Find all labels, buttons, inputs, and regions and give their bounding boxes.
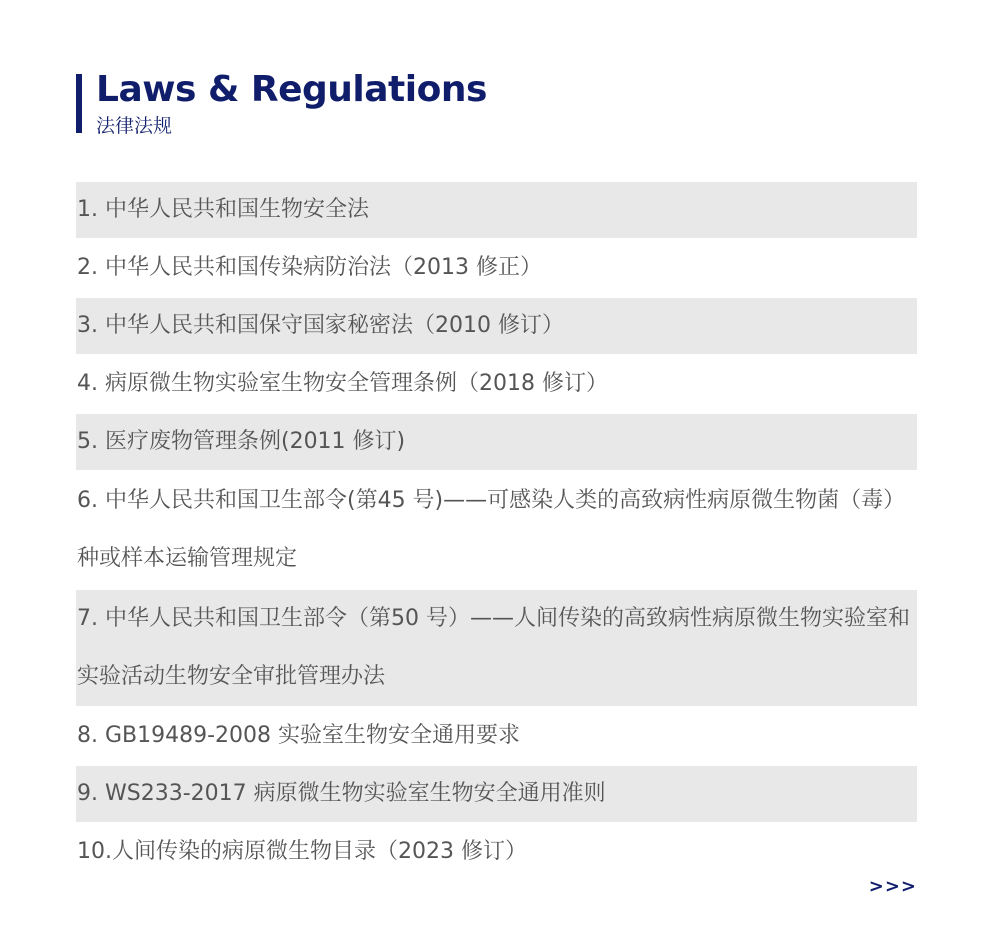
more-link[interactable]: >>> [868, 876, 917, 897]
title-accent-bar [76, 74, 82, 133]
law-link-7[interactable]: 7. 中华人民共和国卫生部令（第50 号）——人间传染的高致病性病原微生物实验室和实验活动生物安全审批管理办法 [76, 590, 917, 706]
law-link-8[interactable]: 8. GB19489-2008 实验室生物安全通用要求 [77, 723, 521, 748]
law-link-5[interactable]: 5. 医疗废物管理条例(2011 修订) [76, 414, 917, 470]
law-link-1[interactable]: 1. 中华人民共和国生物安全法 [76, 182, 917, 238]
law-link-10[interactable]: 10.人间传染的病原微生物目录（2023 修订） [77, 839, 527, 864]
law-link-2[interactable]: 2. 中华人民共和国传染病防治法（2013 修正） [77, 255, 542, 280]
section-title: Laws & Regulations [96, 69, 487, 110]
section-subtitle: 法律法规 [96, 115, 173, 137]
law-list [76, 182, 917, 882]
law-link-4[interactable]: 4. 病原微生物实验室生物安全管理条例（2018 修订） [77, 371, 608, 396]
law-link-9[interactable]: 9. WS233-2017 病原微生物实验室生物安全通用准则 [76, 766, 917, 822]
law-link-3[interactable]: 3. 中华人民共和国保守国家秘密法（2010 修订） [76, 298, 917, 354]
law-link-6[interactable]: 6. 中华人民共和国卫生部令(第45 号)——可感染人类的高致病性病原微生物菌（毒）种或样本运输管理规定 [77, 488, 906, 571]
section-header [76, 69, 487, 137]
